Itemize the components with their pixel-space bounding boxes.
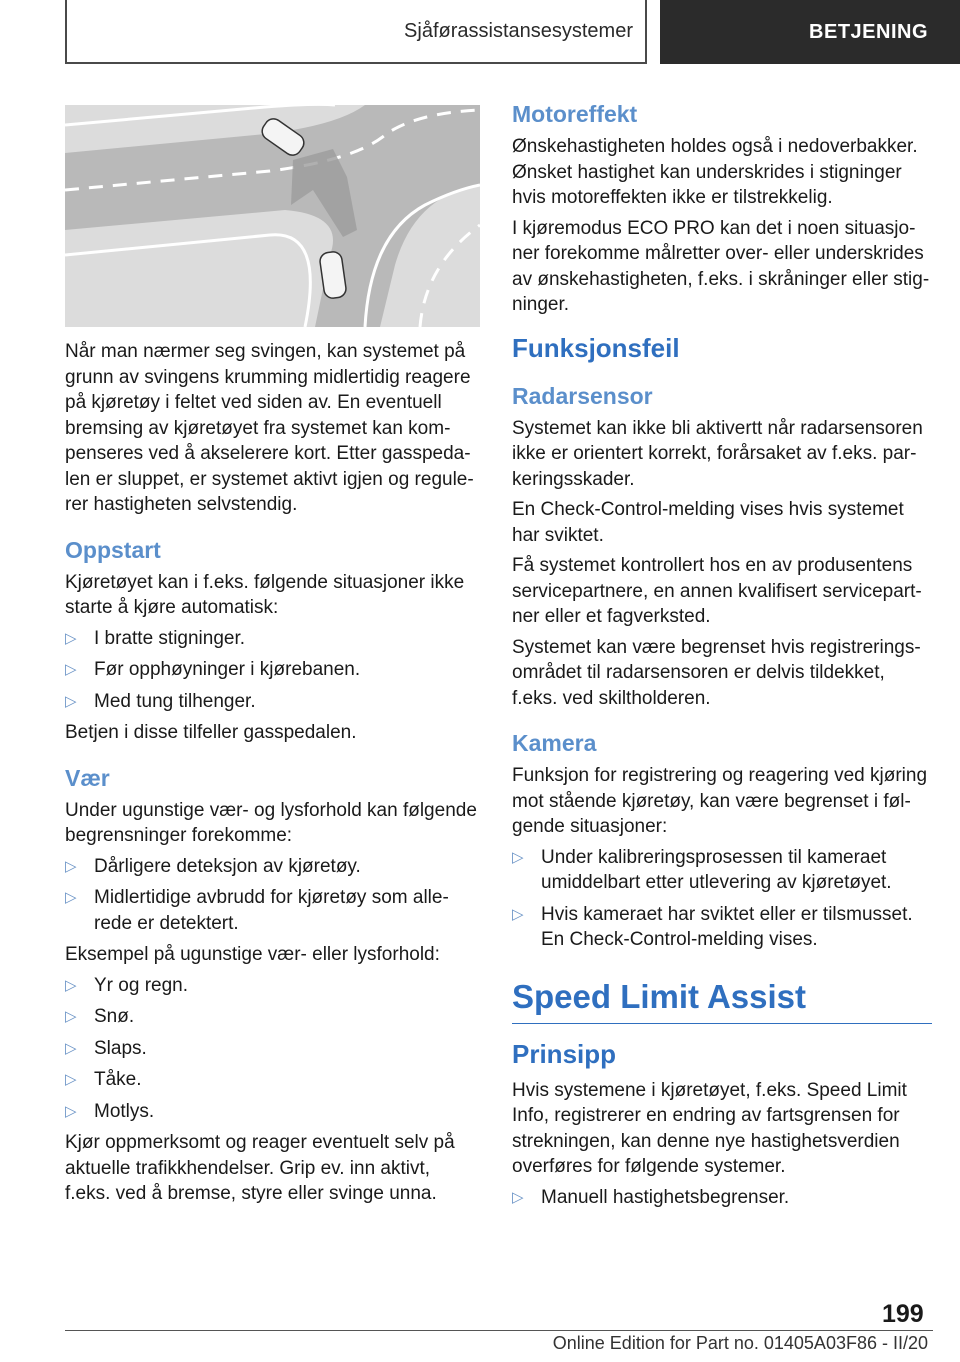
right-column (512, 100, 932, 1216)
list-item: ▷ Slaps. (65, 1036, 480, 1062)
header-chapter-tab (660, 0, 960, 64)
prinsipp-paragraph: Hvis systemene i kjøretøyet, f.eks. Speed Limit Info, registrerer en endring av fartsgrensen for strekningen, kan denne nye hastighetsverdien overføres for følgende systemer. (512, 1079, 907, 1177)
header-section-title (65, 0, 647, 64)
section-title: Sjåførassistansesystemer (404, 19, 633, 42)
list-item: ▷ Med tung tilhenger. (65, 689, 480, 715)
oppstart-note: Betjen i disse tilfeller gasspedalen. (65, 722, 357, 743)
triangle-right-icon: ▷ (65, 629, 77, 647)
vaer-list (65, 854, 480, 937)
intro-paragraph: Når man nærmer seg svingen, kan systemet på grunn av svingens krumming midlertidig reagere på kjøretøy i feltet ved siden av. En eventuell bremsing av kjøretøyet fra systemet kan kompenseres ved å akselerere kort. Etter gasspedalen er sluppet, er systemet aktivt igjen og regulerer hastigheten selvstendig. (65, 341, 474, 515)
list-item: ▷ Snø. (65, 1004, 480, 1030)
radar-paragraph-3: Få systemet kontrollert hos en av produsentens servicepartnere, en annen kvalifisert servicepartner eller et fagverksted. (512, 555, 922, 627)
triangle-right-icon: ▷ (512, 905, 524, 923)
oppstart-paragraph: Kjøretøyet kan i f.eks. følgende situasjoner ikke starte å kjøre automatisk: (65, 571, 465, 618)
list-item: ▷ Hvis kameraet har sviktet eller er tilsmusset. En Check-Control-melding vises. (512, 903, 913, 950)
weather-list (65, 973, 480, 1125)
triangle-right-icon: ▷ (65, 1102, 77, 1120)
list-item: ▷ I bratte stigninger. (65, 626, 480, 652)
list-item: ▷ Motlys. (65, 1099, 480, 1125)
list-item: ▷ Tåke. (65, 1067, 480, 1093)
heading-prinsipp: Prinsipp (512, 1038, 617, 1069)
vaer-example-intro: Eksempel på ugunstige vær- eller lysforhold: (65, 944, 440, 965)
triangle-right-icon: ▷ (65, 661, 77, 678)
heading-funksjonsfeil: Funksjonsfeil (512, 332, 680, 363)
motoreffekt-paragraph-2: I kjøremodus ECO PRO kan det i noen situasjoner forekomme målretter over- eller underskrides av ønskehastigheten, f.eks. i skråninger eller stigninger. (512, 217, 930, 315)
kamera-list (512, 845, 932, 953)
page-number: 199 (882, 1300, 924, 1328)
triangle-right-icon: ▷ (512, 1188, 524, 1206)
list-item: ▷ Dårligere deteksjon av kjøretøy. (65, 854, 480, 880)
triangle-right-icon: ▷ (65, 857, 77, 875)
motoreffekt-paragraph-1: Ønskehastigheten holdes også i nedoverbakker. Ønsket hastighet kan underskrides i stigninger hvis motoreffekten ikke er tilstrekkelig. (512, 136, 918, 208)
heading-kamera: Kamera (512, 730, 597, 756)
list-item: ▷ Under kalibreringsprosessen til kameraet umiddelbart etter utlevering av kjøretøyet. (512, 846, 892, 893)
chapter-title: BETJENING (809, 20, 928, 43)
vaer-paragraph: Under ugunstige vær- og lysforhold kan følgende begrensninger forekomme: (65, 799, 477, 846)
radar-paragraph-4: Systemet kan være begrenset hvis registreringsområdet til radarsensoren er delvis tildekket, f.eks. ved skiltholderen. (512, 636, 921, 709)
heading-vaer: Vær (65, 764, 110, 791)
triangle-right-icon: ▷ (65, 976, 77, 994)
triangle-right-icon: ▷ (65, 1039, 77, 1057)
footer-edition: Online Edition for Part no. 01405A03F86 - II/20 (552, 1333, 928, 1353)
heading-oppstart: Oppstart (65, 536, 161, 563)
heading-speed-limit-assist: Speed Limit Assist (512, 977, 932, 1024)
triangle-right-icon: ▷ (512, 848, 524, 866)
kamera-paragraph: Funksjon for registrering og reagering ved kjøring mot stående kjøretøy, kan være begrenset i følgende situasjoner: (512, 765, 928, 837)
triangle-right-icon: ▷ (65, 1008, 77, 1025)
triangle-right-icon: ▷ (65, 1071, 77, 1088)
list-item: ▷ Manuell hastighetsbegrenser. (512, 1185, 932, 1211)
triangle-right-icon: ▷ (65, 889, 77, 906)
oppstart-list (65, 626, 480, 715)
radar-paragraph-2: En Check-Control-melding vises hvis systemet har sviktet. (512, 499, 904, 546)
heading-motoreffekt: Motoreffekt (512, 101, 638, 127)
left-column (65, 100, 480, 1212)
list-item: ▷ Yr og regn. (65, 973, 480, 999)
list-item: ▷ Midlertidige avbrudd for kjøretøy som allerede er detektert. (65, 887, 449, 934)
footer-divider (65, 1330, 933, 1331)
vaer-closing: Kjør oppmerksomt og reager eventuelt selv på aktuelle trafikkhendelser. Grip ev. inn aktivt, f.eks. ved å bremse, styre eller svinge unna. (65, 1132, 455, 1204)
radar-paragraph-1: Systemet kan ikke bli aktivertt når radarsensoren ikke er orientert korrekt, forårsaket av f.eks. parkeringsskader. (512, 417, 923, 490)
triangle-right-icon: ▷ (65, 692, 77, 710)
prinsipp-list (512, 1185, 932, 1211)
heading-radarsensor: Radarsensor (512, 382, 653, 409)
curve-illustration (65, 105, 480, 327)
list-item: ▷ Før opphøyninger i kjørebanen. (65, 657, 480, 683)
